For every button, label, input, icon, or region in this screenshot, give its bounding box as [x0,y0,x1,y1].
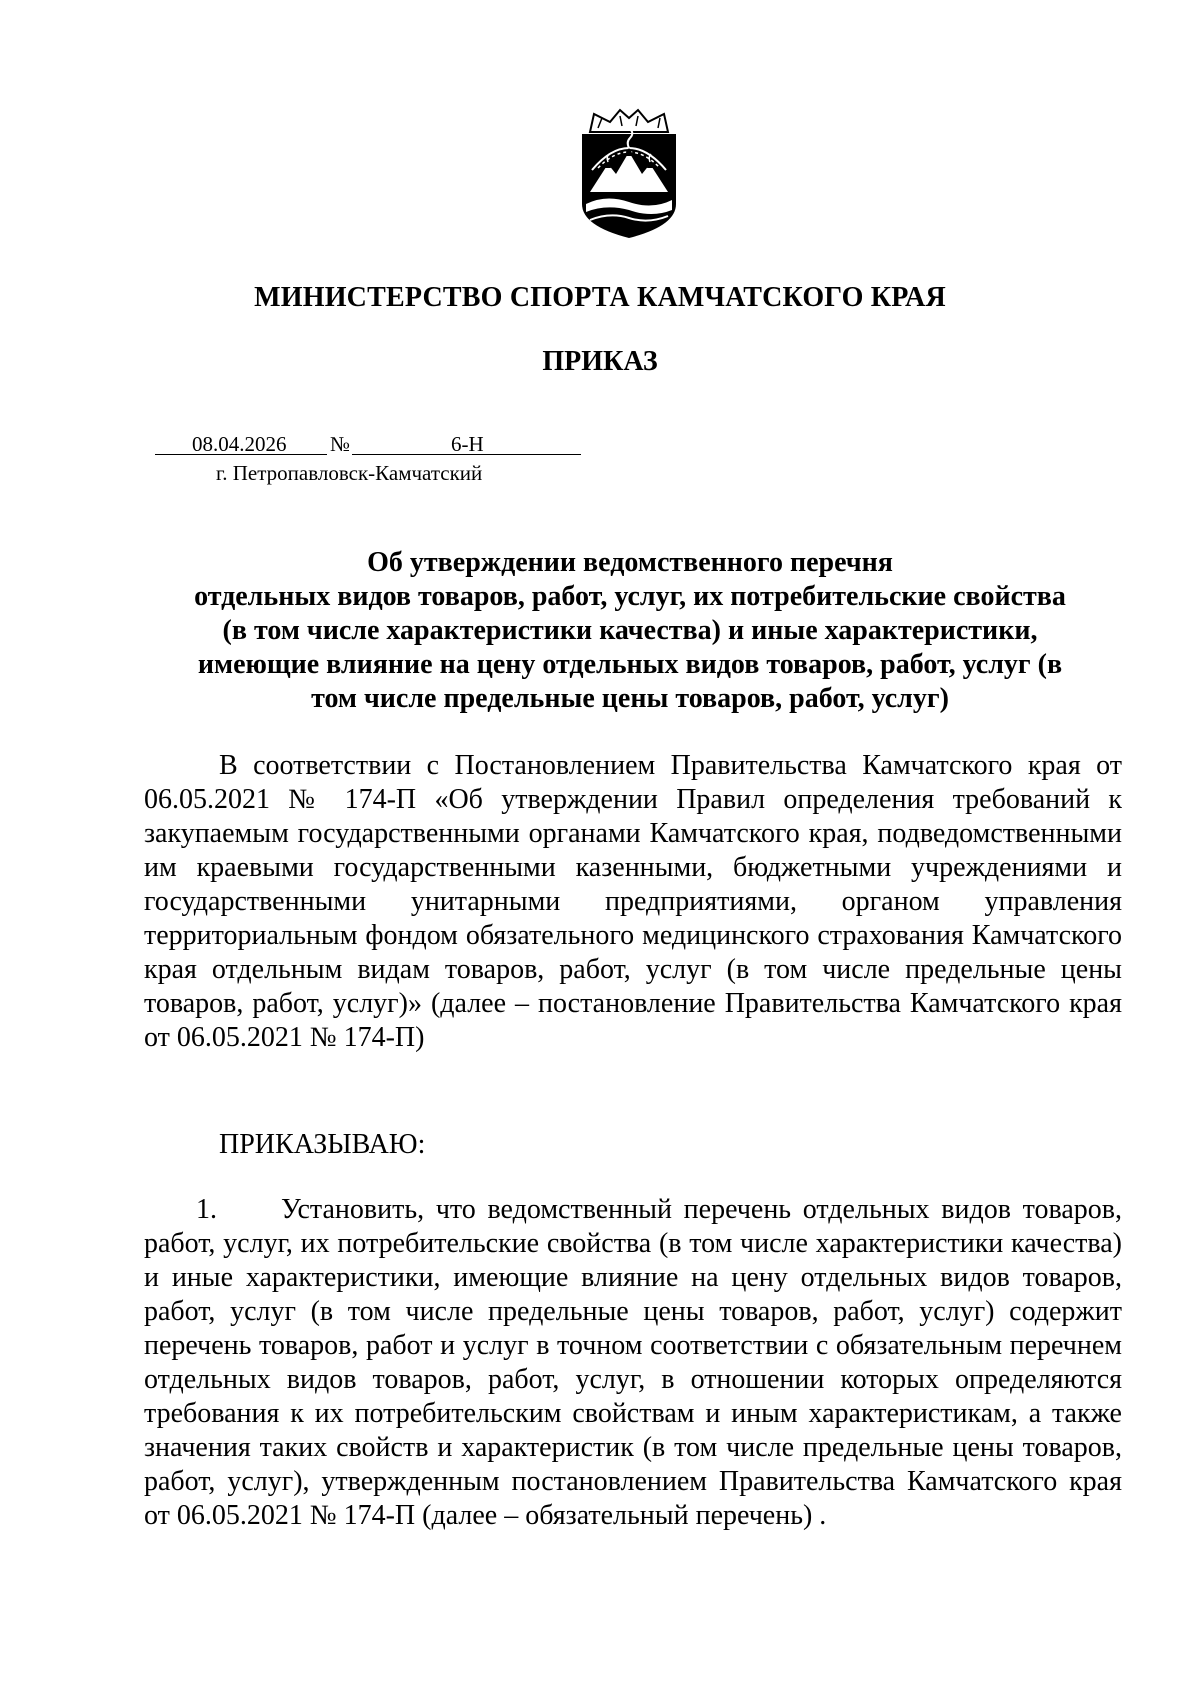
number-underline [352,454,581,455]
order-date: 08.04.2026 [192,432,287,456]
date-number-line [155,432,581,454]
preamble-paragraph: В соответствии с Постановлением Правительства Камчатского края от 06.05.2021 № 174-П «Об утверждении Правил определения требований к закупаемым государственными органами Камчатского края, подведомственными им краевыми государственными казенными, бюджетными учреждениями и государственными унитарными предприятиями, органом управления территориальным фондом обязательного медицинского страхования Камчатского края отдельным видам товаров, работ, услуг (в том числе предельные цены товаров, работ, услуг)» (далее – постановление Правительства Камчатского края от 06.05.2021 № 174-П) [144,750,1122,1053]
subject-line: Об утверждении ведомственного перечня [367,547,893,578]
clause-text: Установить, что ведомственный перечень отдельных видов товаров, работ, услуг, их потребительские свойства (в том числе характеристики качества) и иные характеристики, имеющие влияние на цену отдельных видов товаров, работ, услуг (в том числе предельные цены товаров, работ, услуг) содержит перечень товаров, работ и услуг в точном соответствии с обязательным перечнем отдельных видов товаров, работ, услуг, в отношении которых определяются требования к их потребительским свойствам и иным характеристикам, а также значения таких свойств и характеристик (в том числе предельные цены товаров, работ, услуг), утвержденным постановлением Правительства Камчатского края от 06.05.2021 № 174-П (далее – обязательный перечень) . [144,1194,1122,1531]
clause-1-paragraph [144,1193,1122,1533]
clause-number: 1. [196,1194,217,1225]
subject-line: том числе предельные цены товаров, работ, услуг) [311,683,949,714]
ministry-title: МИНИСТЕРСТВО СПОРТА КАМЧАТСКОГО КРАЯ [254,282,946,313]
subject-line: имеющие влияние на цену отдельных видов товаров, работ, услуг (в [197,649,1063,680]
order-number: 6-Н [451,432,484,456]
subject-line: (в том числе характеристики качества) и иные характеристики, [222,615,1038,646]
subject-line: отдельных видов товаров, работ, услуг, их потребительские свойства [194,581,1066,612]
document-type: ПРИКАЗ [542,346,658,377]
coat-of-arms-icon [576,108,682,242]
order-subject [140,546,1120,716]
city: г. Петропавловск-Камчатский [216,461,483,485]
date-underline [155,454,327,455]
number-sign: № [330,432,351,456]
order-word: ПРИКАЗЫВАЮ: [219,1129,426,1160]
